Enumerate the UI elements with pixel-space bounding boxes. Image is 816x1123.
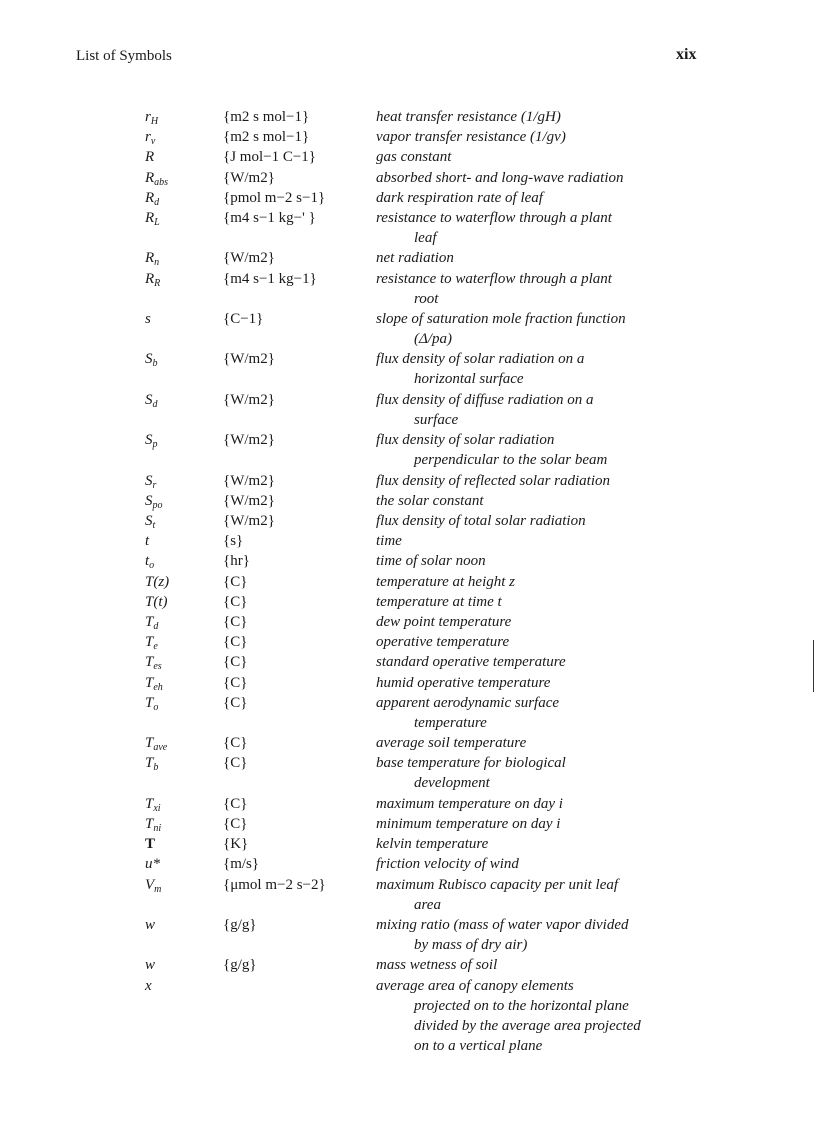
symbol-unit: {W/m2} [223,351,275,368]
symbol-subscript: d [154,196,160,208]
symbol-description [376,309,711,349]
symbol-subscript: b [153,762,159,774]
symbol-description [376,511,711,531]
description-line: the solar constant [376,492,484,509]
description-line: operative temperature [376,634,510,651]
symbol-unit: {J mol−1 C−1} [223,149,316,166]
description-line: flux density of solar radiation [376,432,555,449]
description-line: kelvin temperature [376,836,489,853]
symbol [145,854,160,874]
page-number: xix [676,46,697,63]
description-line: perpendicular to the solar beam [414,452,608,469]
symbol-subscript: b [152,358,158,370]
symbol-description [376,127,711,147]
symbol-subscript: eh [153,681,163,693]
symbol-unit: {C} [223,755,248,772]
description-line: area [414,896,441,913]
symbol-unit: {m2 s mol−1} [223,129,310,146]
symbol [145,430,158,455]
symbol-unit: {C} [223,614,248,630]
symbol-description [376,471,711,491]
symbol [145,147,154,167]
symbol-base: w [145,957,156,974]
symbol-description [376,834,711,854]
symbol-base: T [145,836,156,853]
symbol-description [376,632,711,652]
symbol-description [376,652,711,672]
symbol-base: V [145,876,155,893]
symbol-description [376,875,711,915]
symbol-description [376,915,711,955]
description-line: standard operative temperature [376,654,566,671]
symbol-description [376,491,711,511]
description-line: projected on to the horizontal plane [414,997,629,1014]
symbol-description [376,390,711,430]
description-line: divided by the average area projected [414,1017,641,1034]
margin-rule [813,640,814,692]
description-line: flux density of diffuse radiation on a [376,391,594,408]
symbol-description [376,349,711,389]
description-line: apparent aerodynamic surface [376,694,560,711]
symbol-base: x [145,977,152,994]
symbol-unit: {W/m2} [223,513,275,529]
symbol-subscript: po [152,499,163,511]
symbol-base: T [145,614,154,630]
symbol-base: S [145,513,153,529]
symbol-unit: {W/m2} [223,472,275,489]
description-line: temperature at time t [376,593,502,610]
description-line: minimum temperature on day i [376,816,561,832]
symbol-unit: {g/g} [223,917,257,933]
symbol-subscript: r [152,479,157,491]
symbol-unit: {W/m2} [223,169,275,186]
symbol-description [376,612,711,632]
symbol-unit: {m4 s−1 kg−1} [223,270,317,287]
symbol-base: s [145,311,151,327]
symbol [145,753,158,778]
description-line: net radiation [376,250,454,267]
symbol-description [376,794,711,814]
description-line: root [414,290,439,307]
symbol-unit: {pmol m−2 s−1} [223,189,326,206]
symbol-description [376,693,711,733]
description-line: resistance to waterflow through a plant [376,270,612,287]
symbol-unit: {W/m2} [223,391,275,408]
description-line: mass wetness of soil [376,957,498,974]
symbol-unit: {C} [223,674,248,691]
symbol [145,955,155,975]
symbol-description [376,673,711,693]
symbol-subscript: t [152,520,156,531]
description-line: time of solar noon [376,553,486,570]
symbol-description [376,955,711,975]
symbol-description [376,854,711,874]
symbol-description [376,814,711,834]
symbol-unit: {W/m2} [223,250,275,267]
symbol-description [376,107,711,127]
symbol-subscript: n [154,257,160,269]
description-line: dark respiration rate of leaf [376,189,543,206]
symbol-unit: {W/m2} [223,492,275,509]
symbol-description [376,753,711,793]
description-line: mixing ratio (mass of water vapor divided [376,917,629,933]
symbol [145,693,158,718]
description-line: slope of saturation mole fraction function [376,311,626,327]
symbol-base: T(t) [145,593,168,610]
description-line: maximum temperature on day i [376,795,563,812]
description-line: (Δ/pa) [414,331,452,347]
symbol-description [376,208,711,248]
symbol-unit: {g/g} [223,957,257,974]
description-line: average area of canopy elements [376,977,574,994]
description-line: heat transfer resistance (1/gH) [376,109,561,125]
symbol-unit: {m2 s mol−1} [223,109,310,125]
description-line: average soil temperature [376,735,527,752]
symbol-description [376,168,711,188]
symbol-description [376,592,711,612]
symbol-description [376,976,711,1056]
description-line: time [376,533,402,550]
symbol-unit: {C} [223,795,248,812]
description-line: gas constant [376,149,452,166]
symbol-base: T [145,735,154,752]
symbol-base: S [145,472,153,489]
symbol-unit: {W/m2} [223,432,275,449]
description-line: base temperature for biological [376,755,566,772]
symbol-subscript: abs [154,176,169,188]
description-line: flux density of reflected solar radiation [376,472,610,489]
symbol-description [376,733,711,753]
symbol-subscript: ni [153,823,162,834]
symbol-subscript: e [153,641,158,653]
symbol-base: T(z) [145,573,170,590]
description-line: absorbed short- and long-wave radiation [376,169,624,186]
symbol-base: R [145,189,155,206]
symbol-base: R [145,210,155,226]
description-line: temperature at height z [376,573,516,590]
symbol-subscript: H [150,116,159,127]
description-line: flux density of total solar radiation [376,513,586,529]
symbol-unit: {K} [223,836,249,853]
symbol-subscript: es [153,661,162,673]
symbol-subscript: m [154,883,162,895]
symbol-unit: {μmol m−2 s−2} [223,876,326,893]
symbol-subscript: o [149,560,155,572]
symbol-unit: {C} [223,735,248,752]
description-line: flux density of solar radiation on a [376,351,585,368]
symbol-base: t [145,533,150,550]
symbol-base: T [145,654,154,671]
description-line: resistance to waterflow through a plant [376,210,612,226]
symbol-base: R [145,270,155,287]
description-line: humid operative temperature [376,674,551,691]
symbol-base: T [145,755,154,772]
symbol-unit: {hr} [223,553,250,570]
symbol-base: r [145,109,151,125]
symbol-base: S [145,432,153,449]
description-line: development [414,775,490,792]
symbol-description [376,147,711,167]
symbol [145,269,160,294]
symbol [145,915,155,935]
symbol-subscript: xi [153,802,161,814]
symbol-base: R [145,169,155,186]
symbol-base: R [145,149,155,166]
symbol-base: T [145,694,154,711]
symbol-description [376,269,711,309]
symbol-base: r [145,129,151,146]
symbol-subscript: ave [153,742,168,754]
description-line: horizontal surface [414,371,524,388]
description-line: maximum Rubisco capacity per unit leaf [376,876,619,893]
description-line: surface [414,411,459,428]
symbol-description [376,188,711,208]
running-header-title: List of Symbols [76,48,172,64]
symbol [145,349,158,374]
symbol-base: u* [145,856,160,873]
symbol [145,572,169,592]
symbol [145,309,151,329]
symbol [145,208,160,233]
symbol-base: t [145,553,150,570]
symbol-base: R [145,250,155,267]
symbol-unit: {m/s} [223,856,260,873]
symbol [145,592,168,612]
symbol [145,531,149,551]
description-line: by mass of dry air) [414,937,528,953]
symbol-base: T [145,816,154,832]
symbol-unit: {C} [223,573,248,590]
symbol-unit: {C} [223,816,248,832]
symbol-description [376,430,711,470]
symbol-unit: {s} [223,533,244,550]
description-line: temperature [414,714,487,731]
symbol-base: T [145,795,154,812]
symbol-unit: {C−1} [223,311,264,327]
description-line: friction velocity of wind [376,856,519,873]
symbol-base: T [145,674,154,691]
symbol [145,390,158,415]
symbol-base: S [145,391,153,408]
symbol-subscript: L [154,217,160,228]
symbol-unit: {C} [223,593,248,610]
symbol-description [376,531,711,551]
symbol-subscript: d [153,621,159,632]
symbol-unit: {C} [223,634,248,651]
symbol-unit: {C} [223,654,248,671]
symbol [145,834,155,854]
symbol-description [376,572,711,592]
symbol-base: T [145,634,154,651]
description-line: vapor transfer resistance (1/gv) [376,129,566,146]
symbol [145,875,161,900]
symbol-description [376,248,711,268]
symbol-base: S [145,351,153,368]
symbol-unit: {C} [223,694,248,711]
symbol-subscript: o [153,701,159,713]
symbol-subscript: d [152,398,158,410]
description-line: on to a vertical plane [414,1037,543,1054]
symbol-subscript: v [150,136,156,148]
symbol-base: S [145,492,153,509]
description-line: dew point temperature [376,614,512,630]
symbol-base: w [145,917,156,933]
symbol [145,976,152,996]
symbol-description [376,551,711,571]
description-line: leaf [414,230,437,246]
symbol-subscript: p [152,439,158,451]
symbol-subscript: R [154,277,161,289]
symbol-unit: {m4 s−1 kg−' } [223,210,316,226]
